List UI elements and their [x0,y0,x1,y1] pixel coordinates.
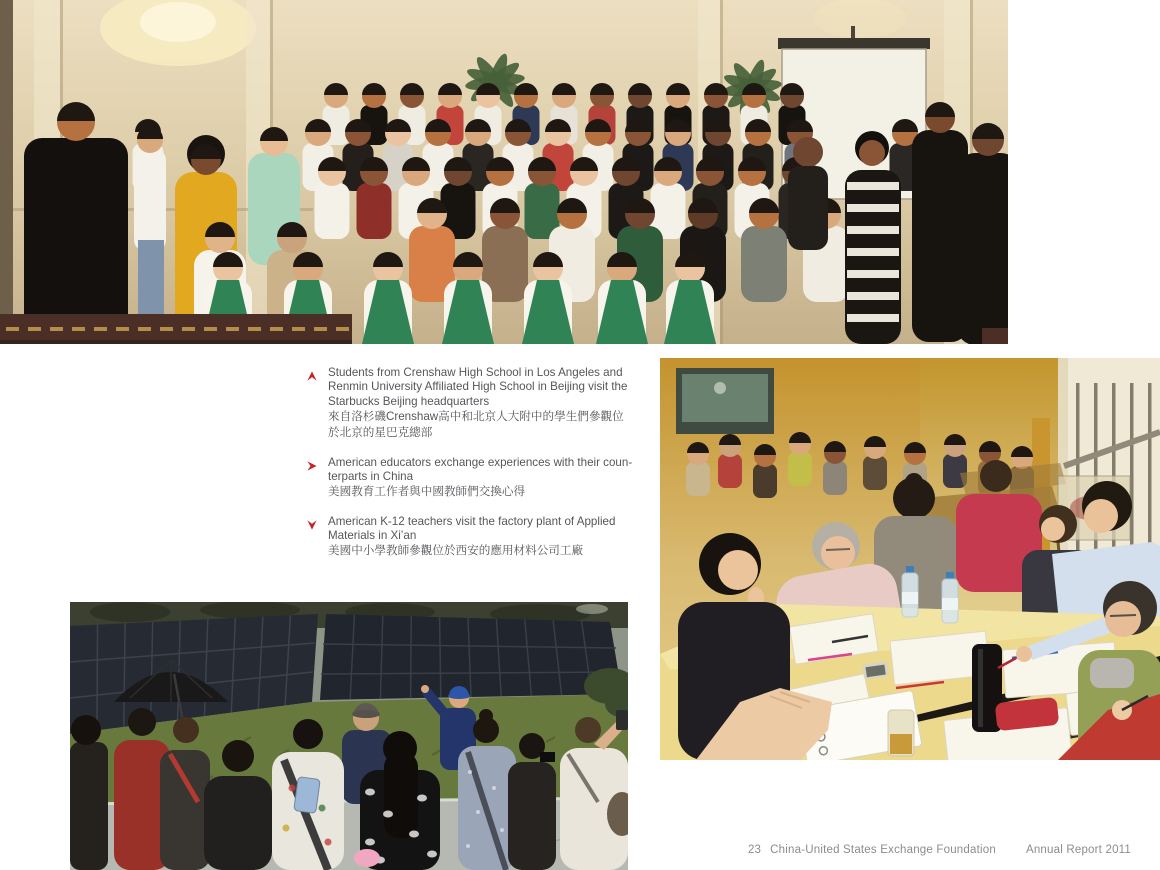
solar-plant-photo-illustration [70,602,628,870]
caption-line: Materials in Xi’an [328,529,417,543]
footer-organization: China-United States Exchange Foundation [770,844,996,856]
footer-edition: Annual Report 2011 [1025,844,1131,856]
caption-right-photo [307,456,652,501]
page-footer [0,844,1131,856]
caption-line: American educators exchange experiences with their coun- [328,455,633,469]
up-arrow-icon [307,366,328,442]
caption-line-chinese: 來自洛杉磯Crenshaw高中和北京人大附中的學生們參觀位 [328,410,624,424]
photo-solar-plant-visit [70,602,628,870]
caption-text [328,515,615,560]
caption-bottom-photo [307,515,652,560]
photo-starbucks-group [0,0,1008,344]
photo-captions [307,366,652,574]
caption-top-photo [307,366,652,442]
starbucks-group-photo-illustration [0,0,1008,344]
page-number: 23 [747,844,762,856]
caption-line-chinese: 於北京的星巴克總部 [328,426,433,440]
photo-educators-exchange [660,358,1160,760]
caption-text [328,456,632,501]
down-arrow-icon [307,515,328,560]
caption-line: Renmin University Affiliated High School in Beijing visit the [328,380,628,394]
caption-text [328,366,627,442]
caption-line: terparts in China [328,470,414,484]
caption-line-chinese: 美國中小學教師參觀位於西安的應用材料公司工廠 [328,544,584,558]
right-arrow-icon [307,456,328,501]
caption-line: American K-12 teachers visit the factory plant of Applied [328,514,616,528]
educators-exchange-photo-illustration [660,358,1160,760]
caption-line: Students from Crenshaw High School in Los Angeles and [328,366,623,379]
caption-line: Starbucks Beijing headquarters [328,394,490,408]
caption-line-chinese: 美國教育工作者與中國教師們交換心得 [328,485,526,499]
